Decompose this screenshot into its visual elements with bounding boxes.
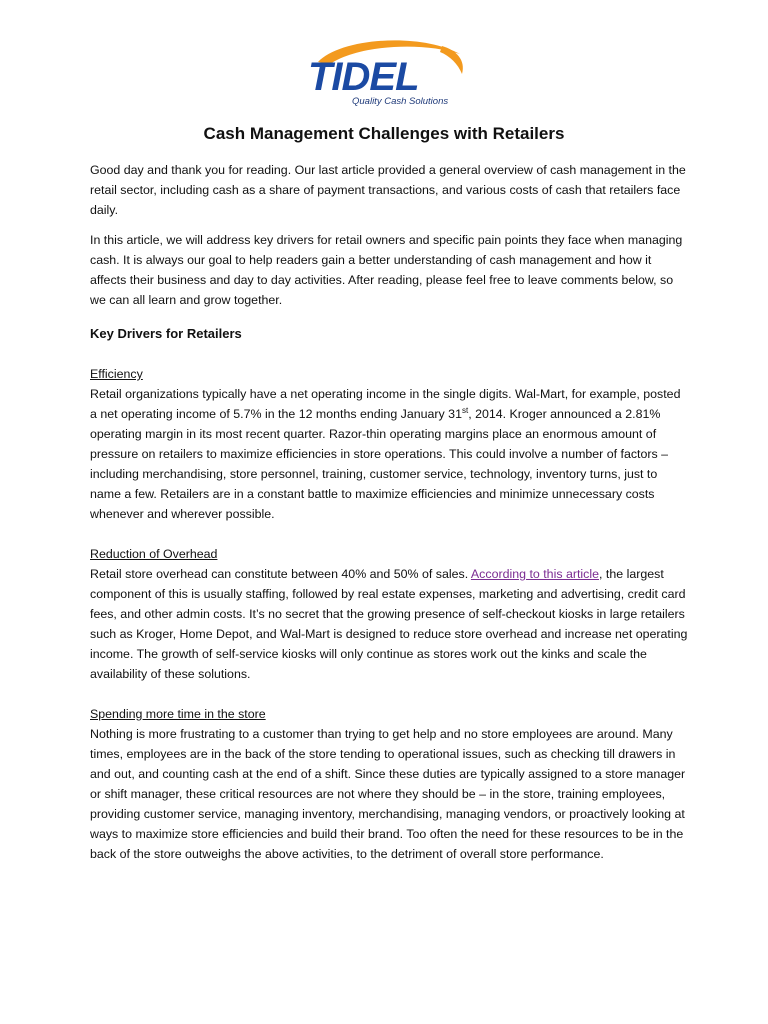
overhead-heading: Reduction of Overhead (90, 547, 218, 561)
tidel-logo-graphic (300, 34, 470, 114)
efficiency-text-part-2: , 2014. Kroger announced a 2.81% operating margin in its most recent quarter. Razor-thin operating margins place an enormous amount of pressure on retailers to maximize efficiencies in store operations. This could involve a number of factors – including merchandising, store personnel, training, customer service, technology, inventory turns, just to name a few. Retailers are in a constant battle to maximize efficiencies and minimize unnecessary costs whenever and wherever possible. (90, 407, 669, 521)
efficiency-heading: Efficiency (90, 367, 143, 381)
efficiency-paragraph (90, 384, 690, 524)
overhead-paragraph (90, 564, 690, 684)
efficiency-text-part-1: Retail organizations typically have a net operating income in the single digits. Wal-Mart, for example, posted a net operating income of 5.7% in the 12 months ending January 31 (90, 387, 681, 421)
overhead-text-part-2: , the largest component of this is usually staffing, followed by real estate expenses, marketing and advertising, credit card fees, and other admin costs. It’s no secret that the growing presence of self-checkout kiosks in large retailers such as Kroger, Home Depot, and Wal-Mart is designed to reduce store overhead and increase net operating income. The growth of self-service kiosks will only continue as stores work out the kinks and scale the availability of these solutions. (90, 567, 688, 681)
spending-heading: Spending more time in the store (90, 707, 266, 721)
tidel-logo (300, 34, 470, 114)
intro-paragraph-2: In this article, we will address key drivers for retail owners and specific pain points they face when managing cash. It is always our goal to help readers gain a better understanding of cash management and how it affects their business and day to day activities. After reading, please feel free to leave comments below, so we can all learn and grow together. (90, 233, 683, 307)
section-heading: Key Drivers for Retailers (90, 326, 242, 341)
article-link[interactable]: According to this article (470, 567, 600, 581)
overhead-text-part-1: Retail store overhead can constitute between 40% and 50% of sales. (90, 567, 471, 581)
logo-swoosh-tail-icon (440, 46, 463, 74)
efficiency-superscript: st (461, 405, 469, 415)
logo-wordmark: TIDEL (308, 55, 419, 99)
logo-tagline: Quality Cash Solutions (352, 96, 449, 107)
intro-paragraph-1: Good day and thank you for reading. Our last article provided a general overview of cash management in the retail sector, including cash as a share of payment transactions, and various costs of cash that retailers face daily. (90, 163, 686, 217)
spending-paragraph: Nothing is more frustrating to a customer than trying to get help and no store employees are around. Many times, employees are in the back of the store tending to operational issues, such as checking till drawers in and out, and counting cash at the end of a shift. Since these duties are typically assigned to a store manager or shift manager, these critical resources are not where they should be – in the store, training employees, providing customer service, managing inventory, merchandising, managing vendors, or proactively looking at ways to maximize store efficiencies and build their brand. Too often the need for these resources to be in the back of the store outweighs the above activities, to the detriment of overall store performance. (90, 727, 686, 861)
article-body (90, 160, 690, 864)
page-title: Cash Management Challenges with Retailers (203, 124, 565, 143)
